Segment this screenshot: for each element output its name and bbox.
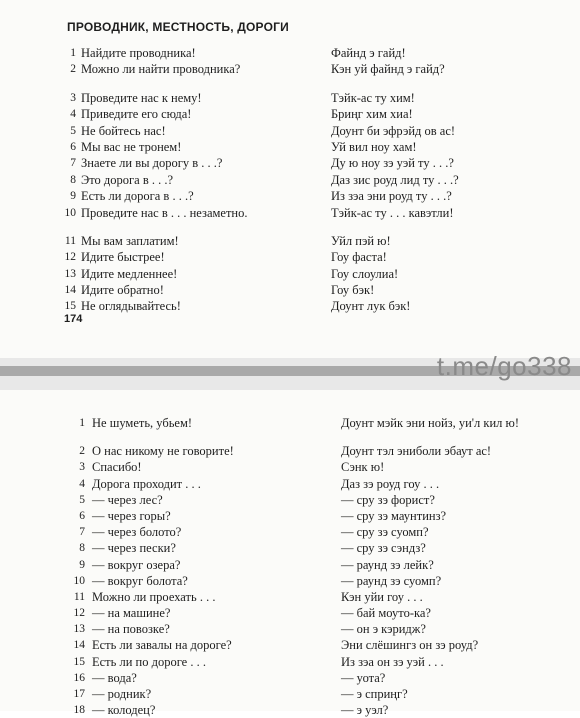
russian-phrase: Проведите нас к нему!: [81, 90, 202, 105]
english-transcription: — сру зэ сэндз?: [341, 541, 426, 556]
phrase-row: [0, 249, 580, 265]
russian-phrase: Можно ли проехать . . .: [92, 589, 216, 604]
russian-phrase: Приведите его сюда!: [81, 107, 192, 122]
phrase-number: 2: [70, 63, 76, 76]
page-number: 174: [64, 313, 83, 325]
russian-phrase: Есть ли дорога в . . .?: [81, 189, 194, 204]
english-transcription: Доунт тэл эниболи эбаут ас!: [341, 444, 492, 459]
russian-phrase: Не оглядывайтесь!: [81, 299, 181, 314]
phrase-row: [0, 670, 580, 686]
phrase-row: [0, 282, 580, 298]
phrase-number: 13: [73, 623, 85, 636]
phrase-row: [0, 686, 580, 702]
phrase-row: [0, 573, 580, 589]
english-transcription: Сэнк ю!: [341, 460, 385, 475]
phrase-row: [0, 702, 580, 718]
russian-phrase: Дорога проходит . . .: [92, 476, 201, 491]
russian-phrase: Не бойтесь нас!: [81, 123, 166, 138]
russian-phrase: — через лес?: [92, 492, 163, 507]
channel-watermark: t.me/go338: [436, 351, 572, 381]
phrase-number: 10: [64, 206, 76, 219]
phrase-list-bottom: [0, 415, 580, 718]
phrase-row: [0, 654, 580, 670]
english-transcription: — сру зэ форист?: [341, 492, 435, 507]
phrase-row: [0, 188, 580, 204]
phrase-number: 7: [79, 526, 85, 539]
phrase-number: 18: [73, 704, 85, 717]
english-transcription: Бриңг хим хиа!: [331, 107, 413, 122]
phrase-row: [0, 476, 580, 492]
phrase-number: 9: [79, 558, 85, 571]
english-transcription: Кэн уйи гоу . . .: [341, 589, 423, 604]
russian-phrase: — на повозке?: [92, 622, 170, 637]
russian-phrase: Знаете ли вы дорогу в . . .?: [81, 156, 223, 171]
phrase-row: [0, 266, 580, 282]
english-transcription: Гоу бэк!: [331, 283, 375, 298]
phrase-row: [0, 621, 580, 637]
english-transcription: Эни слёшингз он зэ роуд?: [341, 638, 479, 653]
english-transcription: Уй вил ноу хам!: [331, 139, 417, 154]
russian-phrase: О нас никому не говорите!: [92, 444, 234, 459]
phrase-row: [0, 123, 580, 139]
phrase-row: [0, 90, 580, 106]
english-transcription: Гоу слоулиа!: [331, 266, 399, 281]
english-transcription: Даз зэ роуд гоу . . .: [341, 476, 440, 491]
phrase-row: [0, 508, 580, 524]
phrase-row: [0, 589, 580, 605]
english-transcription: — э сприңг?: [341, 687, 408, 701]
russian-phrase: — родник?: [92, 687, 152, 701]
phrase-number: 3: [79, 461, 85, 474]
russian-phrase: Есть ли завалы на дороге?: [92, 638, 232, 653]
phrase-row: [0, 172, 580, 188]
english-transcription: — бай моуто-ка?: [341, 606, 431, 621]
russian-phrase: — через пески?: [92, 541, 176, 556]
phrase-number: 2: [79, 445, 85, 458]
phrase-number: 7: [70, 157, 76, 170]
russian-phrase: Это дорога в . . .?: [81, 172, 174, 187]
russian-phrase: — через горы?: [92, 508, 171, 523]
phrase-row: [0, 492, 580, 508]
phrase-number: 8: [79, 542, 85, 555]
phrase-number: 14: [73, 639, 85, 652]
phrase-number: 1: [79, 417, 85, 429]
english-transcription: — уота?: [341, 670, 386, 685]
phrase-number: 4: [79, 477, 85, 490]
english-transcription: — раунд зэ лейк?: [341, 557, 434, 572]
english-transcription: Кэн уй файнд э гайд?: [331, 62, 445, 77]
english-transcription: Из зэа он зэ уэй . . .: [341, 654, 444, 669]
phrase-number: 3: [70, 91, 76, 104]
book-page-174: [0, 0, 580, 358]
russian-phrase: Идите быстрее!: [81, 250, 165, 265]
phrase-number: 11: [73, 590, 85, 603]
russian-phrase: — колодец?: [92, 703, 156, 718]
phrase-number: 12: [64, 251, 76, 264]
phrase-row: [0, 557, 580, 573]
phrase-row: [0, 298, 580, 314]
phrase-row: [0, 139, 580, 155]
phrase-row: [0, 233, 580, 249]
phrase-row: [0, 524, 580, 540]
russian-phrase: Идите медленнее!: [81, 266, 178, 281]
russian-phrase: Есть ли по дороге . . .: [92, 654, 206, 669]
russian-phrase: — вокруг болота?: [92, 573, 188, 588]
russian-phrase: Мы вас не тронем!: [81, 139, 182, 154]
phrase-number: 6: [79, 509, 85, 522]
phrase-list-top: [0, 45, 580, 315]
phrase-number: 1: [70, 47, 76, 59]
phrase-row: [0, 415, 580, 431]
russian-phrase: Не шуметь, убьем!: [92, 416, 193, 430]
phrase-number: 15: [73, 655, 85, 668]
phrase-row: [0, 45, 580, 61]
phrase-row: [0, 205, 580, 221]
phrase-number: 10: [73, 574, 85, 587]
phrase-number: 8: [70, 173, 76, 186]
phrase-row: [0, 443, 580, 459]
phrase-number: 14: [64, 284, 76, 297]
russian-phrase: Проведите нас в . . . незаметно.: [81, 205, 248, 220]
phrase-row: [0, 637, 580, 653]
russian-phrase: Идите обратно!: [81, 283, 164, 298]
russian-phrase: — через болото?: [92, 525, 182, 540]
phrase-number: 11: [64, 234, 76, 247]
russian-phrase: Спасибо!: [92, 460, 142, 475]
phrase-row: [0, 459, 580, 475]
phrase-number: 4: [70, 108, 76, 121]
english-transcription: Файнд э гайд!: [331, 46, 406, 60]
english-transcription: — сру зэ суомп?: [341, 525, 429, 540]
phrase-number: 5: [79, 493, 85, 506]
english-transcription: Уйл пэй ю!: [331, 233, 391, 248]
russian-phrase: Мы вам заплатим!: [81, 233, 179, 248]
phrase-row: [0, 540, 580, 556]
book-page-175: [0, 390, 580, 718]
phrase-number: 6: [70, 140, 76, 153]
english-transcription: Ду ю ноу зэ уэй ту . . .?: [331, 156, 454, 171]
phrase-row: [0, 61, 580, 77]
english-transcription: Из зэа эни роуд ту . . .?: [331, 189, 452, 204]
russian-phrase: — вокруг озера?: [92, 557, 181, 572]
phrase-number: 16: [73, 671, 85, 684]
english-transcription: — он э кэридж?: [341, 622, 426, 637]
english-transcription: Доунт би эфрэйд ов ас!: [331, 123, 456, 138]
phrase-number: 5: [70, 124, 76, 137]
russian-phrase: — на машине?: [92, 606, 171, 621]
english-transcription: Доунт лук бэк!: [331, 299, 411, 314]
russian-phrase: Можно ли найти проводника?: [81, 62, 241, 77]
section-heading: ПРОВОДНИК, МЕСТНОСТЬ, ДОРОГИ: [67, 20, 289, 34]
phrase-row: [0, 155, 580, 171]
phrase-number: 17: [73, 688, 85, 700]
phrase-row: [0, 605, 580, 621]
english-transcription: — сру зэ маунтинз?: [341, 508, 447, 523]
english-transcription: Тэйк-ас ту . . . кавэтли!: [331, 205, 454, 220]
phrase-row: [0, 106, 580, 122]
english-transcription: Гоу фаста!: [331, 250, 387, 265]
russian-phrase: — вода?: [92, 670, 137, 685]
english-transcription: Тэйк-ас ту хим!: [331, 90, 415, 105]
phrase-number: 9: [70, 190, 76, 203]
phrase-number: 15: [64, 300, 76, 313]
phrase-number: 12: [73, 607, 85, 620]
english-transcription: Даз зис роуд лид ту . . .?: [331, 172, 459, 187]
english-transcription: Доунт мэйк эни нойз, уи'л кил ю!: [341, 416, 520, 430]
phrase-number: 13: [64, 267, 76, 280]
russian-phrase: Найдите проводника!: [81, 46, 196, 60]
english-transcription: — э уэл?: [341, 703, 389, 718]
english-transcription: — раунд зэ суомп?: [341, 573, 442, 588]
